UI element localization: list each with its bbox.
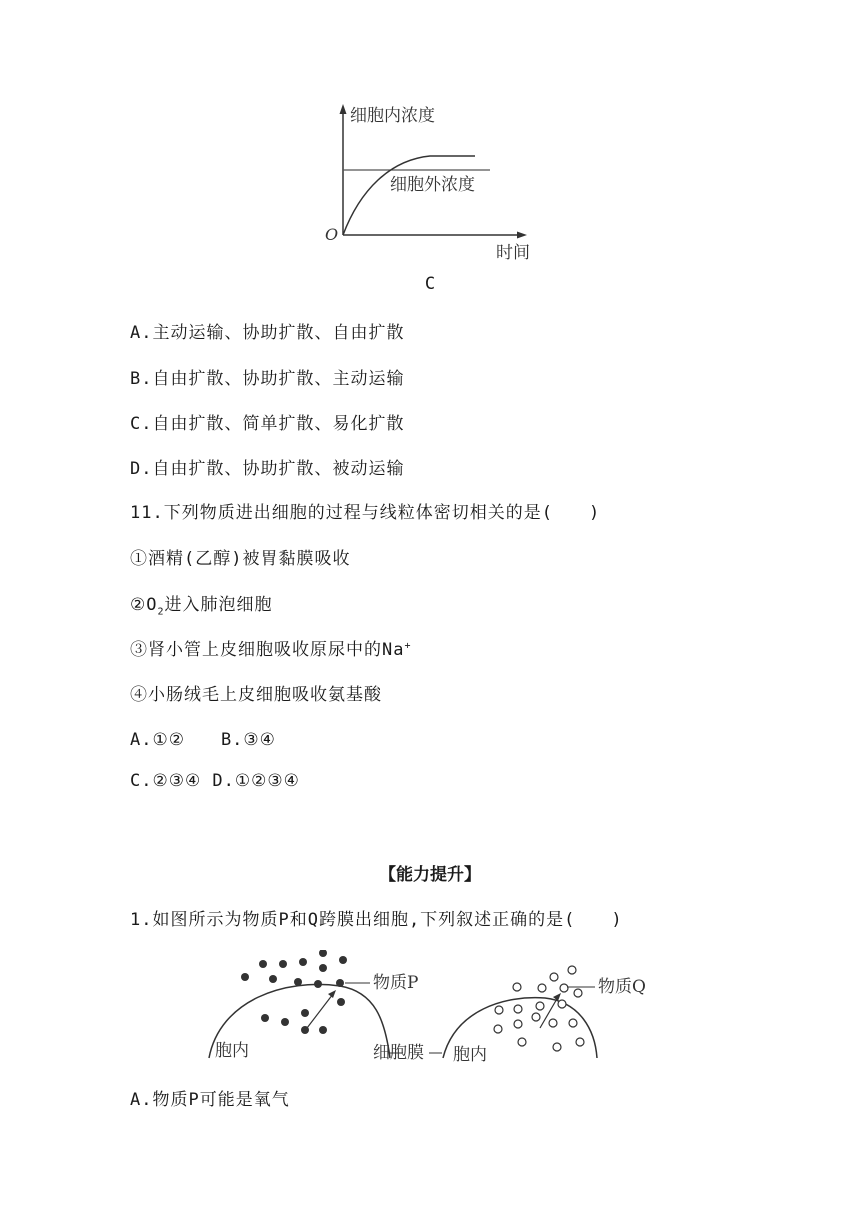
substance-q-particles	[494, 966, 584, 1051]
q10-option-a: A.主动运输、协助扩散、自由扩散	[130, 323, 405, 343]
q11-item-3-prefix: ③肾小管上皮细胞吸收原尿中的Na	[130, 640, 405, 660]
graph-caption: C	[424, 274, 436, 294]
q10-option-c: C.自由扩散、简单扩散、易化扩散	[130, 414, 405, 434]
curve-label: 细胞外浓度	[390, 175, 475, 195]
label-substance-p: 物质P	[373, 973, 419, 993]
label-membrane: 细胞膜	[373, 1043, 424, 1063]
q11-stem: 11.下列物质进出细胞的过程与线粒体密切相关的是( )	[130, 503, 601, 523]
q1-stem: 1.如图所示为物质P和Q跨膜出细胞,下列叙述正确的是( )	[130, 910, 623, 930]
label-substance-q: 物质Q	[598, 977, 646, 997]
q10-option-d: D.自由扩散、协助扩散、被动运输	[130, 459, 405, 479]
q11-item-1: ①酒精(乙醇)被胃黏膜吸收	[130, 549, 351, 569]
q11-item-2-subscript: 2	[157, 606, 165, 618]
q11-item-2	[130, 590, 273, 617]
intracellular-curve	[343, 156, 475, 235]
substance-p-particles	[241, 950, 347, 1034]
q11-item-3	[130, 635, 412, 660]
q11-item-3-superscript: +	[404, 640, 412, 652]
q10-option-b: B.自由扩散、协助扩散、主动运输	[130, 369, 405, 389]
section-title: 【能力提升】	[379, 865, 481, 885]
origin-label: O	[325, 225, 339, 244]
q11-item-4: ④小肠绒毛上皮细胞吸收氨基酸	[130, 685, 382, 705]
q11-item-2-prefix: ②O	[130, 595, 158, 615]
q1-option-a: A.物质P可能是氧气	[130, 1090, 290, 1110]
y-axis-label: 细胞内浓度	[350, 106, 435, 126]
label-inside-right: 胞内	[453, 1045, 487, 1065]
x-axis-label: 时间	[496, 243, 530, 263]
q11-item-2-suffix: 进入肺泡细胞	[164, 595, 273, 615]
membrane-transport-diagram	[205, 950, 675, 1070]
concentration-time-graph	[320, 100, 540, 270]
label-inside-left: 胞内	[215, 1041, 249, 1061]
q11-options-row-2: C.②③④ D.①②③④	[130, 771, 300, 791]
q11-options-row-1: A.①② B.③④	[130, 730, 276, 750]
